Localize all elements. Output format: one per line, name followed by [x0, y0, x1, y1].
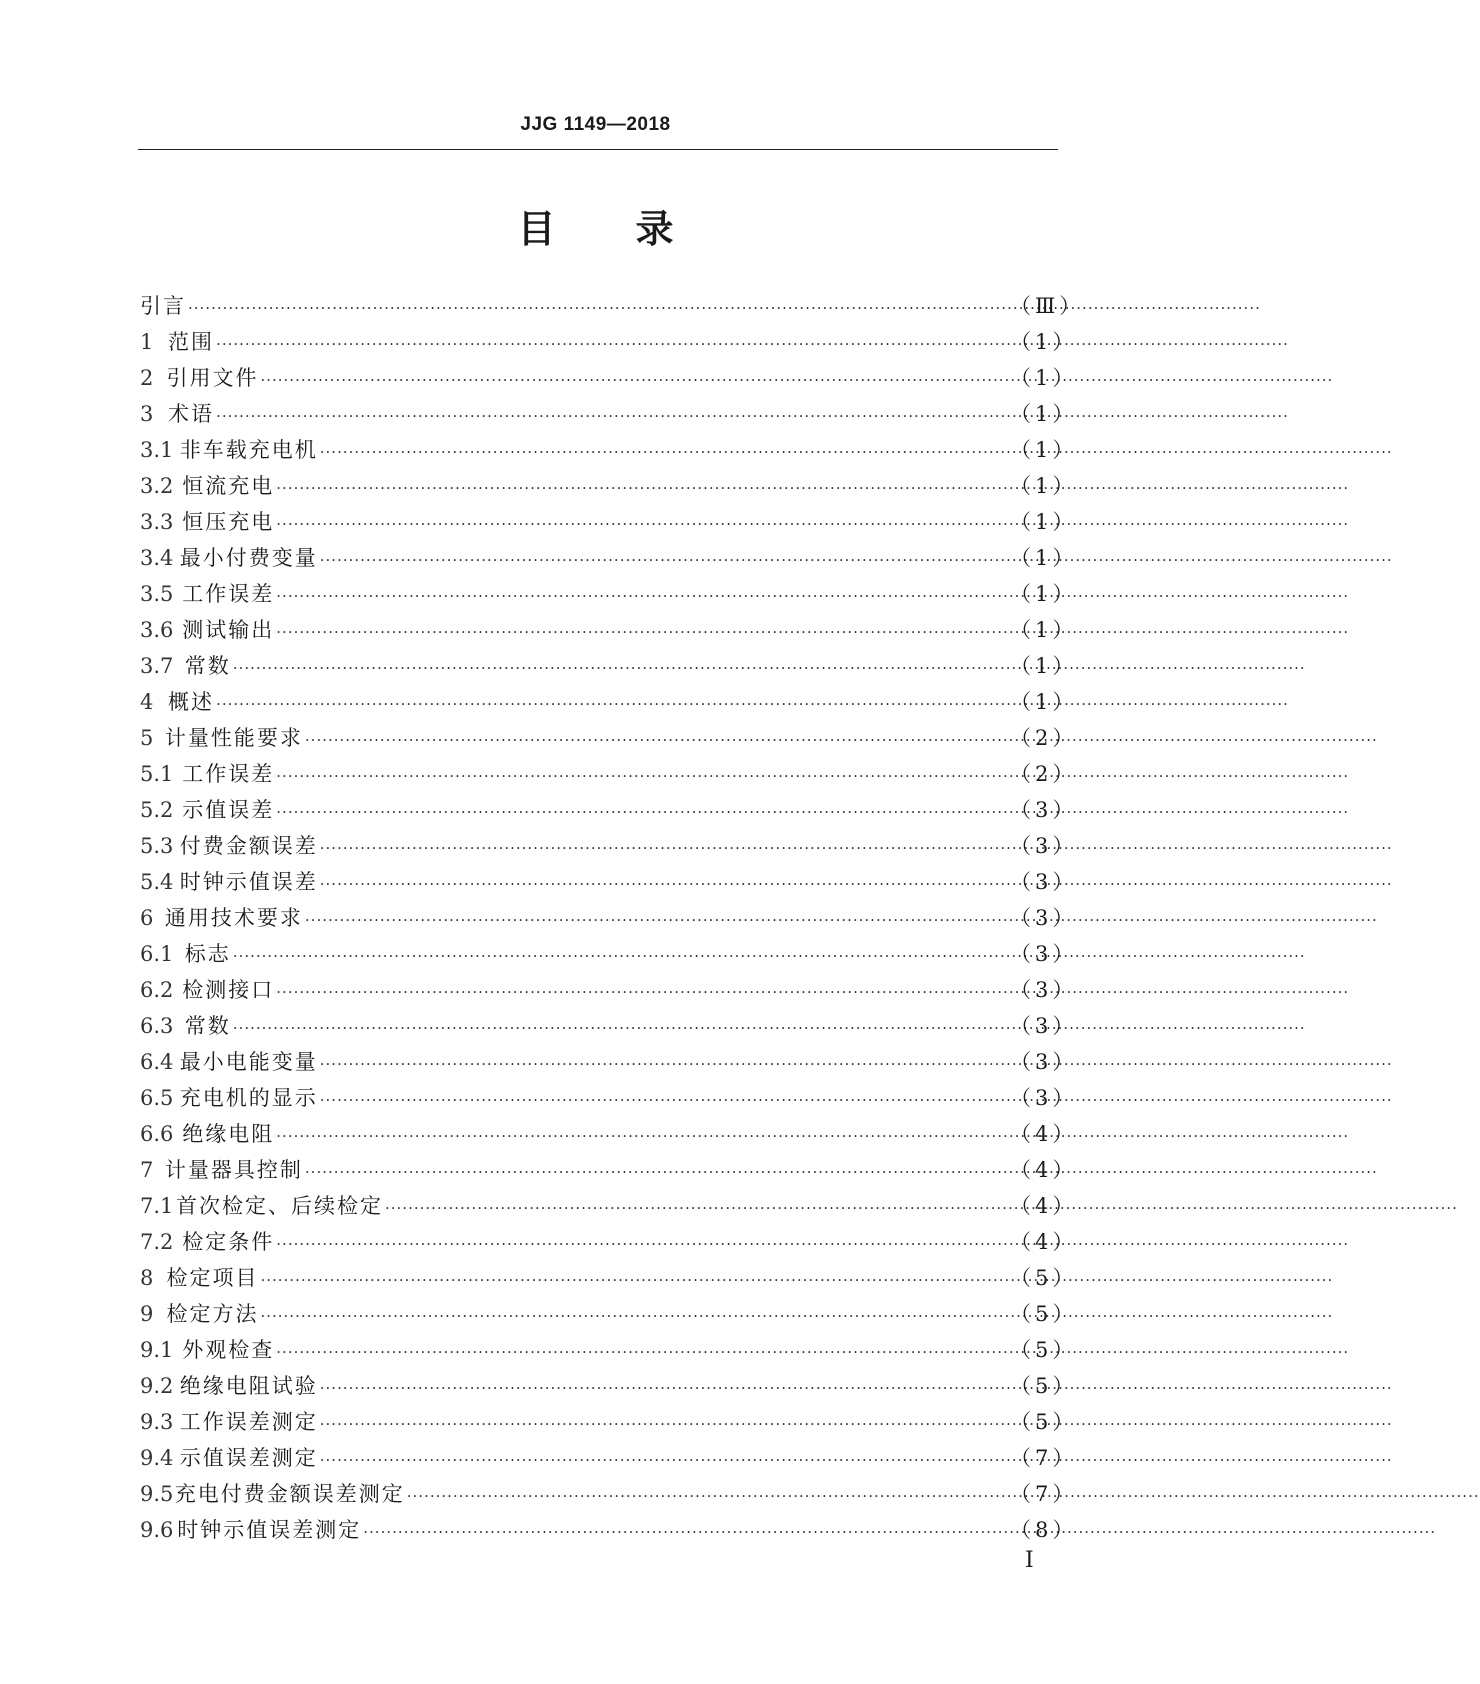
toc-entry-number: 3.3 — [140, 510, 174, 534]
toc-entry-number: 3.4 — [140, 546, 174, 570]
toc-dot-leader — [320, 866, 1008, 902]
document-code-header: JJG 1149—2018 — [520, 114, 671, 135]
toc-entry-page: （1） — [1010, 510, 1078, 534]
toc-entry[interactable] — [140, 1224, 1078, 1260]
toc-entry-page: （3） — [1010, 942, 1078, 966]
toc-entry[interactable] — [140, 828, 1078, 864]
toc-entry-number: 9.1 — [140, 1338, 174, 1362]
toc-entry-page: （1） — [1010, 366, 1078, 390]
toc-dot-leader — [216, 686, 1008, 722]
toc-entry-page: （5） — [1010, 1338, 1078, 1362]
toc-entry-page: （3） — [1010, 798, 1078, 822]
toc-dot-leader — [276, 506, 1008, 542]
toc-entry-number: 9.2 — [140, 1374, 174, 1398]
toc-entry[interactable] — [140, 612, 1078, 648]
toc-entry-label: 充电机的显示 — [179, 1086, 318, 1110]
toc-entry[interactable] — [140, 396, 1078, 432]
toc-entry-page: （3） — [1010, 1050, 1078, 1074]
toc-entry-number: 5 — [140, 726, 154, 750]
toc-title-char-2: 录 — [635, 207, 674, 251]
toc-entry-label: 首次检定、后续检定 — [176, 1194, 383, 1218]
toc-dot-leader — [363, 1514, 1008, 1550]
page-number: Ⅰ — [1025, 1548, 1034, 1573]
toc-entry-label: 检定条件 — [182, 1230, 275, 1254]
toc-entry[interactable] — [140, 1476, 1078, 1512]
toc-entry-number: 9 — [140, 1302, 154, 1326]
toc-title-char-1: 目 — [517, 207, 556, 251]
toc-entry-label: 检定项目 — [166, 1266, 259, 1290]
toc-entry-number: 6.5 — [140, 1086, 174, 1110]
toc-dot-leader — [320, 830, 1008, 866]
toc-entry-label: 常数 — [184, 654, 231, 678]
toc-dot-leader — [260, 1298, 1008, 1334]
toc-entry-label: 绝缘电阻 — [182, 1122, 275, 1146]
toc-entry-label: 计量器具控制 — [164, 1158, 303, 1182]
toc-entry-label: 测试输出 — [182, 618, 275, 642]
toc-dot-leader — [320, 1370, 1008, 1406]
toc-entry-number: 6.4 — [140, 1050, 174, 1074]
toc-entry-label: 概述 — [168, 690, 215, 714]
toc-entry[interactable] — [140, 1044, 1078, 1080]
toc-entry[interactable] — [140, 648, 1078, 684]
toc-entry[interactable] — [140, 1512, 1078, 1548]
toc-entry-page: （2） — [1010, 726, 1078, 750]
toc-dot-leader — [407, 1478, 1008, 1514]
toc-entry-number: 5.3 — [140, 834, 174, 858]
toc-entry-label: 标志 — [184, 942, 231, 966]
toc-entry-page: （7） — [1010, 1446, 1078, 1470]
toc-entry[interactable] — [140, 1368, 1078, 1404]
toc-entry[interactable] — [140, 972, 1078, 1008]
toc-entry-page: （3） — [1010, 906, 1078, 930]
toc-dot-leader — [305, 722, 1008, 758]
toc-entry[interactable] — [140, 504, 1078, 540]
toc-entry-label: 计量性能要求 — [164, 726, 303, 750]
toc-entry-page: （7） — [1010, 1482, 1078, 1506]
toc-entry[interactable] — [140, 360, 1078, 396]
toc-entry-label: 充电付费金额误差测定 — [174, 1482, 405, 1506]
toc-dot-leader — [276, 470, 1008, 506]
toc-entry-number: 7 — [140, 1158, 154, 1182]
header-divider — [138, 149, 1058, 150]
toc-entry-page: （3） — [1010, 978, 1078, 1002]
toc-entry-number: 6 — [140, 906, 154, 930]
toc-entry-label: 非车载充电机 — [179, 438, 318, 462]
toc-entry-page: （8） — [1010, 1518, 1078, 1542]
toc-entry-page: （1） — [1010, 618, 1078, 642]
toc-entry[interactable] — [140, 1188, 1078, 1224]
toc-entry-label: 外观检查 — [182, 1338, 275, 1362]
toc-dot-leader — [305, 902, 1008, 938]
toc-entry[interactable] — [140, 792, 1078, 828]
toc-entry[interactable] — [140, 1116, 1078, 1152]
toc-dot-leader — [216, 326, 1008, 362]
toc-dot-leader — [260, 1262, 1008, 1298]
toc-dot-leader — [260, 362, 1008, 398]
toc-dot-leader — [276, 1226, 1008, 1262]
toc-entry-page: （1） — [1010, 330, 1078, 354]
toc-entry-page: （5） — [1010, 1302, 1078, 1326]
toc-dot-leader — [188, 290, 1008, 326]
toc-entry-label: 工作误差 — [182, 582, 275, 606]
toc-dot-leader — [276, 578, 1008, 614]
toc-entry-page: （1） — [1010, 546, 1078, 570]
toc-entry-number: 3.7 — [140, 654, 174, 678]
toc-entry[interactable] — [140, 1296, 1078, 1332]
toc-entry[interactable] — [140, 1332, 1078, 1368]
toc-entry-number: 2 — [140, 366, 154, 390]
toc-entry-page: （5） — [1010, 1266, 1078, 1290]
toc-entry[interactable] — [140, 936, 1078, 972]
toc-entry-label: 通用技术要求 — [164, 906, 303, 930]
toc-entry[interactable] — [140, 576, 1078, 612]
toc-entry[interactable] — [140, 1260, 1078, 1296]
toc-entry-number: 6.6 — [140, 1122, 174, 1146]
toc-entry-number: 9.4 — [140, 1446, 174, 1470]
toc-entry-number: 3.2 — [140, 474, 174, 498]
toc-entry-label: 检定方法 — [166, 1302, 259, 1326]
toc-entry-label: 示值误差测定 — [179, 1446, 318, 1470]
toc-entry[interactable] — [140, 540, 1078, 576]
toc-entry-page: （4） — [1010, 1230, 1078, 1254]
toc-entry[interactable] — [140, 684, 1078, 720]
toc-entry-page: （1） — [1010, 654, 1078, 678]
toc-dot-leader — [385, 1190, 1008, 1226]
toc-dot-leader — [233, 650, 1008, 686]
toc-entry-number: 3.5 — [140, 582, 174, 606]
toc-dot-leader — [320, 1082, 1008, 1118]
toc-entry-page: （3） — [1010, 834, 1078, 858]
toc-entry[interactable] — [140, 1008, 1078, 1044]
toc-dot-leader — [305, 1154, 1008, 1190]
toc-entry-page: （3） — [1010, 870, 1078, 894]
toc-entry-number: 5.4 — [140, 870, 174, 894]
toc-entry[interactable] — [140, 756, 1078, 792]
toc-entry-page: （1） — [1010, 690, 1078, 714]
toc-entry-page: （5） — [1010, 1374, 1078, 1398]
toc-entry[interactable] — [140, 1440, 1078, 1476]
toc-entry-page: （1） — [1010, 474, 1078, 498]
toc-entry-label: 恒压充电 — [182, 510, 275, 534]
toc-entry[interactable] — [140, 468, 1078, 504]
toc-entry-label: 引言 — [140, 294, 186, 318]
toc-entry-number: 6.1 — [140, 942, 174, 966]
toc-entry-number: 7.1 — [140, 1194, 174, 1218]
toc-entry-page: （3） — [1010, 1086, 1078, 1110]
toc-dot-leader — [276, 614, 1008, 650]
toc-dot-leader — [276, 758, 1008, 794]
toc-entry[interactable] — [140, 324, 1078, 360]
toc-dot-leader — [233, 938, 1008, 974]
toc-entry-number: 9.3 — [140, 1410, 174, 1434]
toc-title — [0, 198, 1191, 253]
toc-dot-leader — [276, 1334, 1008, 1370]
toc-entry-label: 范围 — [168, 330, 215, 354]
toc-entry-number: 6.3 — [140, 1014, 174, 1038]
toc-entry-label: 绝缘电阻试验 — [179, 1374, 318, 1398]
toc-entry-label: 检测接口 — [182, 978, 275, 1002]
toc-entry-page: （2） — [1010, 762, 1078, 786]
toc-entry-label: 工作误差测定 — [179, 1410, 318, 1434]
toc-entry-label: 常数 — [184, 1014, 231, 1038]
toc-entry[interactable] — [140, 1404, 1078, 1440]
toc-dot-leader — [320, 1406, 1008, 1442]
toc-dot-leader — [320, 1046, 1008, 1082]
toc-entry[interactable] — [140, 1152, 1078, 1188]
toc-entry-label: 恒流充电 — [182, 474, 275, 498]
toc-entry-page: （4） — [1010, 1158, 1078, 1182]
toc-entry[interactable] — [140, 720, 1078, 756]
toc-entry-label: 引用文件 — [166, 366, 259, 390]
toc-entry-number: 9.6 — [140, 1518, 174, 1542]
toc-entry-number: 6.2 — [140, 978, 174, 1002]
toc-dot-leader — [276, 794, 1008, 830]
toc-entry-label: 时钟示值误差 — [179, 870, 318, 894]
toc-entry-page: （3） — [1010, 1014, 1078, 1038]
table-of-contents — [140, 288, 1085, 1548]
toc-entry-label: 示值误差 — [182, 798, 275, 822]
toc-dot-leader — [320, 434, 1008, 470]
toc-entry-label: 术语 — [168, 402, 215, 426]
toc-entry-number: 3 — [140, 402, 154, 426]
toc-entry[interactable] — [140, 864, 1078, 900]
toc-entry-number: 9.5 — [140, 1482, 174, 1506]
toc-entry-number: 1 — [140, 330, 154, 354]
toc-dot-leader — [320, 542, 1008, 578]
toc-entry-number: 8 — [140, 1266, 154, 1290]
toc-dot-leader — [233, 1010, 1008, 1046]
toc-entry-label: 最小电能变量 — [179, 1050, 318, 1074]
toc-entry-number: 4 — [140, 690, 154, 714]
toc-entry-label: 付费金额误差 — [179, 834, 318, 858]
toc-entry[interactable] — [140, 900, 1078, 936]
toc-entry-page: （Ⅲ） — [1010, 294, 1085, 318]
toc-entry[interactable] — [140, 432, 1078, 468]
toc-dot-leader — [276, 974, 1008, 1010]
toc-entry[interactable] — [140, 1080, 1078, 1116]
toc-dot-leader — [276, 1118, 1008, 1154]
toc-entry-number: 5.1 — [140, 762, 174, 786]
toc-entry-number: 3.1 — [140, 438, 174, 462]
toc-entry-page: （1） — [1010, 438, 1078, 462]
toc-entry-number: 7.2 — [140, 1230, 174, 1254]
toc-entry[interactable] — [140, 288, 1085, 324]
toc-entry-label: 最小付费变量 — [179, 546, 318, 570]
toc-entry-label: 时钟示值误差测定 — [177, 1518, 362, 1542]
toc-entry-page: （1） — [1010, 402, 1078, 426]
toc-entry-page: （1） — [1010, 582, 1078, 606]
toc-entry-page: （4） — [1010, 1194, 1078, 1218]
toc-entry-page: （5） — [1010, 1410, 1078, 1434]
toc-dot-leader — [216, 398, 1008, 434]
toc-entry-number: 5.2 — [140, 798, 174, 822]
toc-dot-leader — [320, 1442, 1008, 1478]
toc-entry-label: 工作误差 — [182, 762, 275, 786]
toc-entry-number: 3.6 — [140, 618, 174, 642]
toc-entry-page: （4） — [1010, 1122, 1078, 1146]
